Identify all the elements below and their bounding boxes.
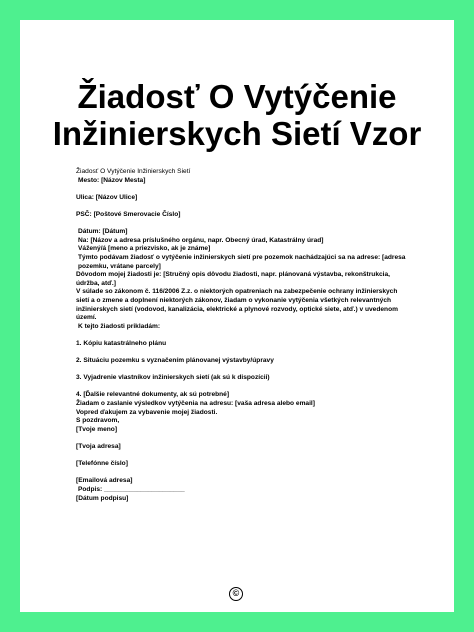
city-line: Mesto: [Názov Mesta] bbox=[78, 176, 146, 184]
street-line: Ulica: [Názov Ulice] bbox=[76, 193, 138, 201]
attachment-item-1: 1. Kópiu katastrálneho plánu bbox=[76, 339, 167, 347]
sender-phone: [Telefónne číslo] bbox=[76, 460, 128, 468]
document-page bbox=[20, 20, 454, 612]
postal-code-line: PSČ: [Poštové Smerovacie Číslo] bbox=[76, 210, 181, 218]
recipient-line: Na: [Názov a adresa príslušného orgánu, napr. Obecný úrad, Katastrálny úrad] bbox=[78, 236, 324, 244]
date-line: Dátum: [Dátum] bbox=[78, 228, 128, 236]
closing-line: S pozdravom, bbox=[76, 417, 120, 425]
signature-date: [Dátum podpisu] bbox=[76, 494, 129, 502]
attachment-item-4: 4. [Ďalšie relevantné dokumenty, ak sú potrebné] bbox=[76, 391, 230, 399]
attachment-item-2: 2. Situáciu pozemku s vyznačením plánovanej výstavby/úpravy bbox=[76, 357, 274, 365]
thanks-line: Vopred ďakujem za vybavenie mojej žiadosti. bbox=[76, 408, 218, 416]
page-title bbox=[20, 78, 454, 152]
letter-body bbox=[76, 168, 408, 503]
signature-line: Podpis: ______________________ bbox=[78, 485, 185, 493]
sender-address: [Tvoja adresa] bbox=[76, 443, 121, 450]
reason-paragraph: Dôvodom mojej žiadosti je: [Stručný opis dôvodu žiadosti, napr. plánovaná výstavba, rekonštrukcia, údržba, atď.] bbox=[76, 271, 391, 287]
attachment-item-3: 3. Vyjadrenie vlastníkov inžinierskych sietí (ak sú k dispozícii) bbox=[76, 374, 270, 382]
request-paragraph: Týmto podávam žiadosť o vytýčenie inžinierskych sietí pre pozemok nachádzajúci sa na adrese: [adresa pozemku, vrátane parcely] bbox=[78, 253, 406, 270]
title-line-2: Inžinierskych Sietí Vzor bbox=[52, 115, 422, 152]
sender-name: [Tvoje meno] bbox=[76, 425, 118, 433]
attachments-heading: K tejto žiadosti prikladám: bbox=[78, 322, 161, 330]
title-line-1: Žiadosť O Vytýčenie bbox=[77, 78, 397, 115]
salutation: Vážený/á [meno a priezvisko, ak je známe] bbox=[78, 245, 211, 253]
sender-email: [Emailová adresa] bbox=[76, 477, 133, 485]
copyright-icon: © bbox=[229, 587, 243, 601]
law-paragraph: V súlade so zákonom č. 116/2006 Z.z. o niektorých opatreniach na zabezpečenie ochrany inžinierskych sietí a o zmene a doplnení niektorých zákonov, žiadam o vykonanie vytýčenia všetkých relevantných inžinierskych sietí (vodovod, kanalizácia, elektrické a plynové rozvody, optické siete, atď.) v uvedenom území. bbox=[76, 288, 398, 322]
letter-heading: Žiadosť O Vytýčenie Inžinierskych Sietí bbox=[76, 168, 191, 175]
send-results-line: Žiadam o zaslanie výsledkov vytýčenia na adresu: [vaša adresa alebo email] bbox=[76, 400, 315, 408]
